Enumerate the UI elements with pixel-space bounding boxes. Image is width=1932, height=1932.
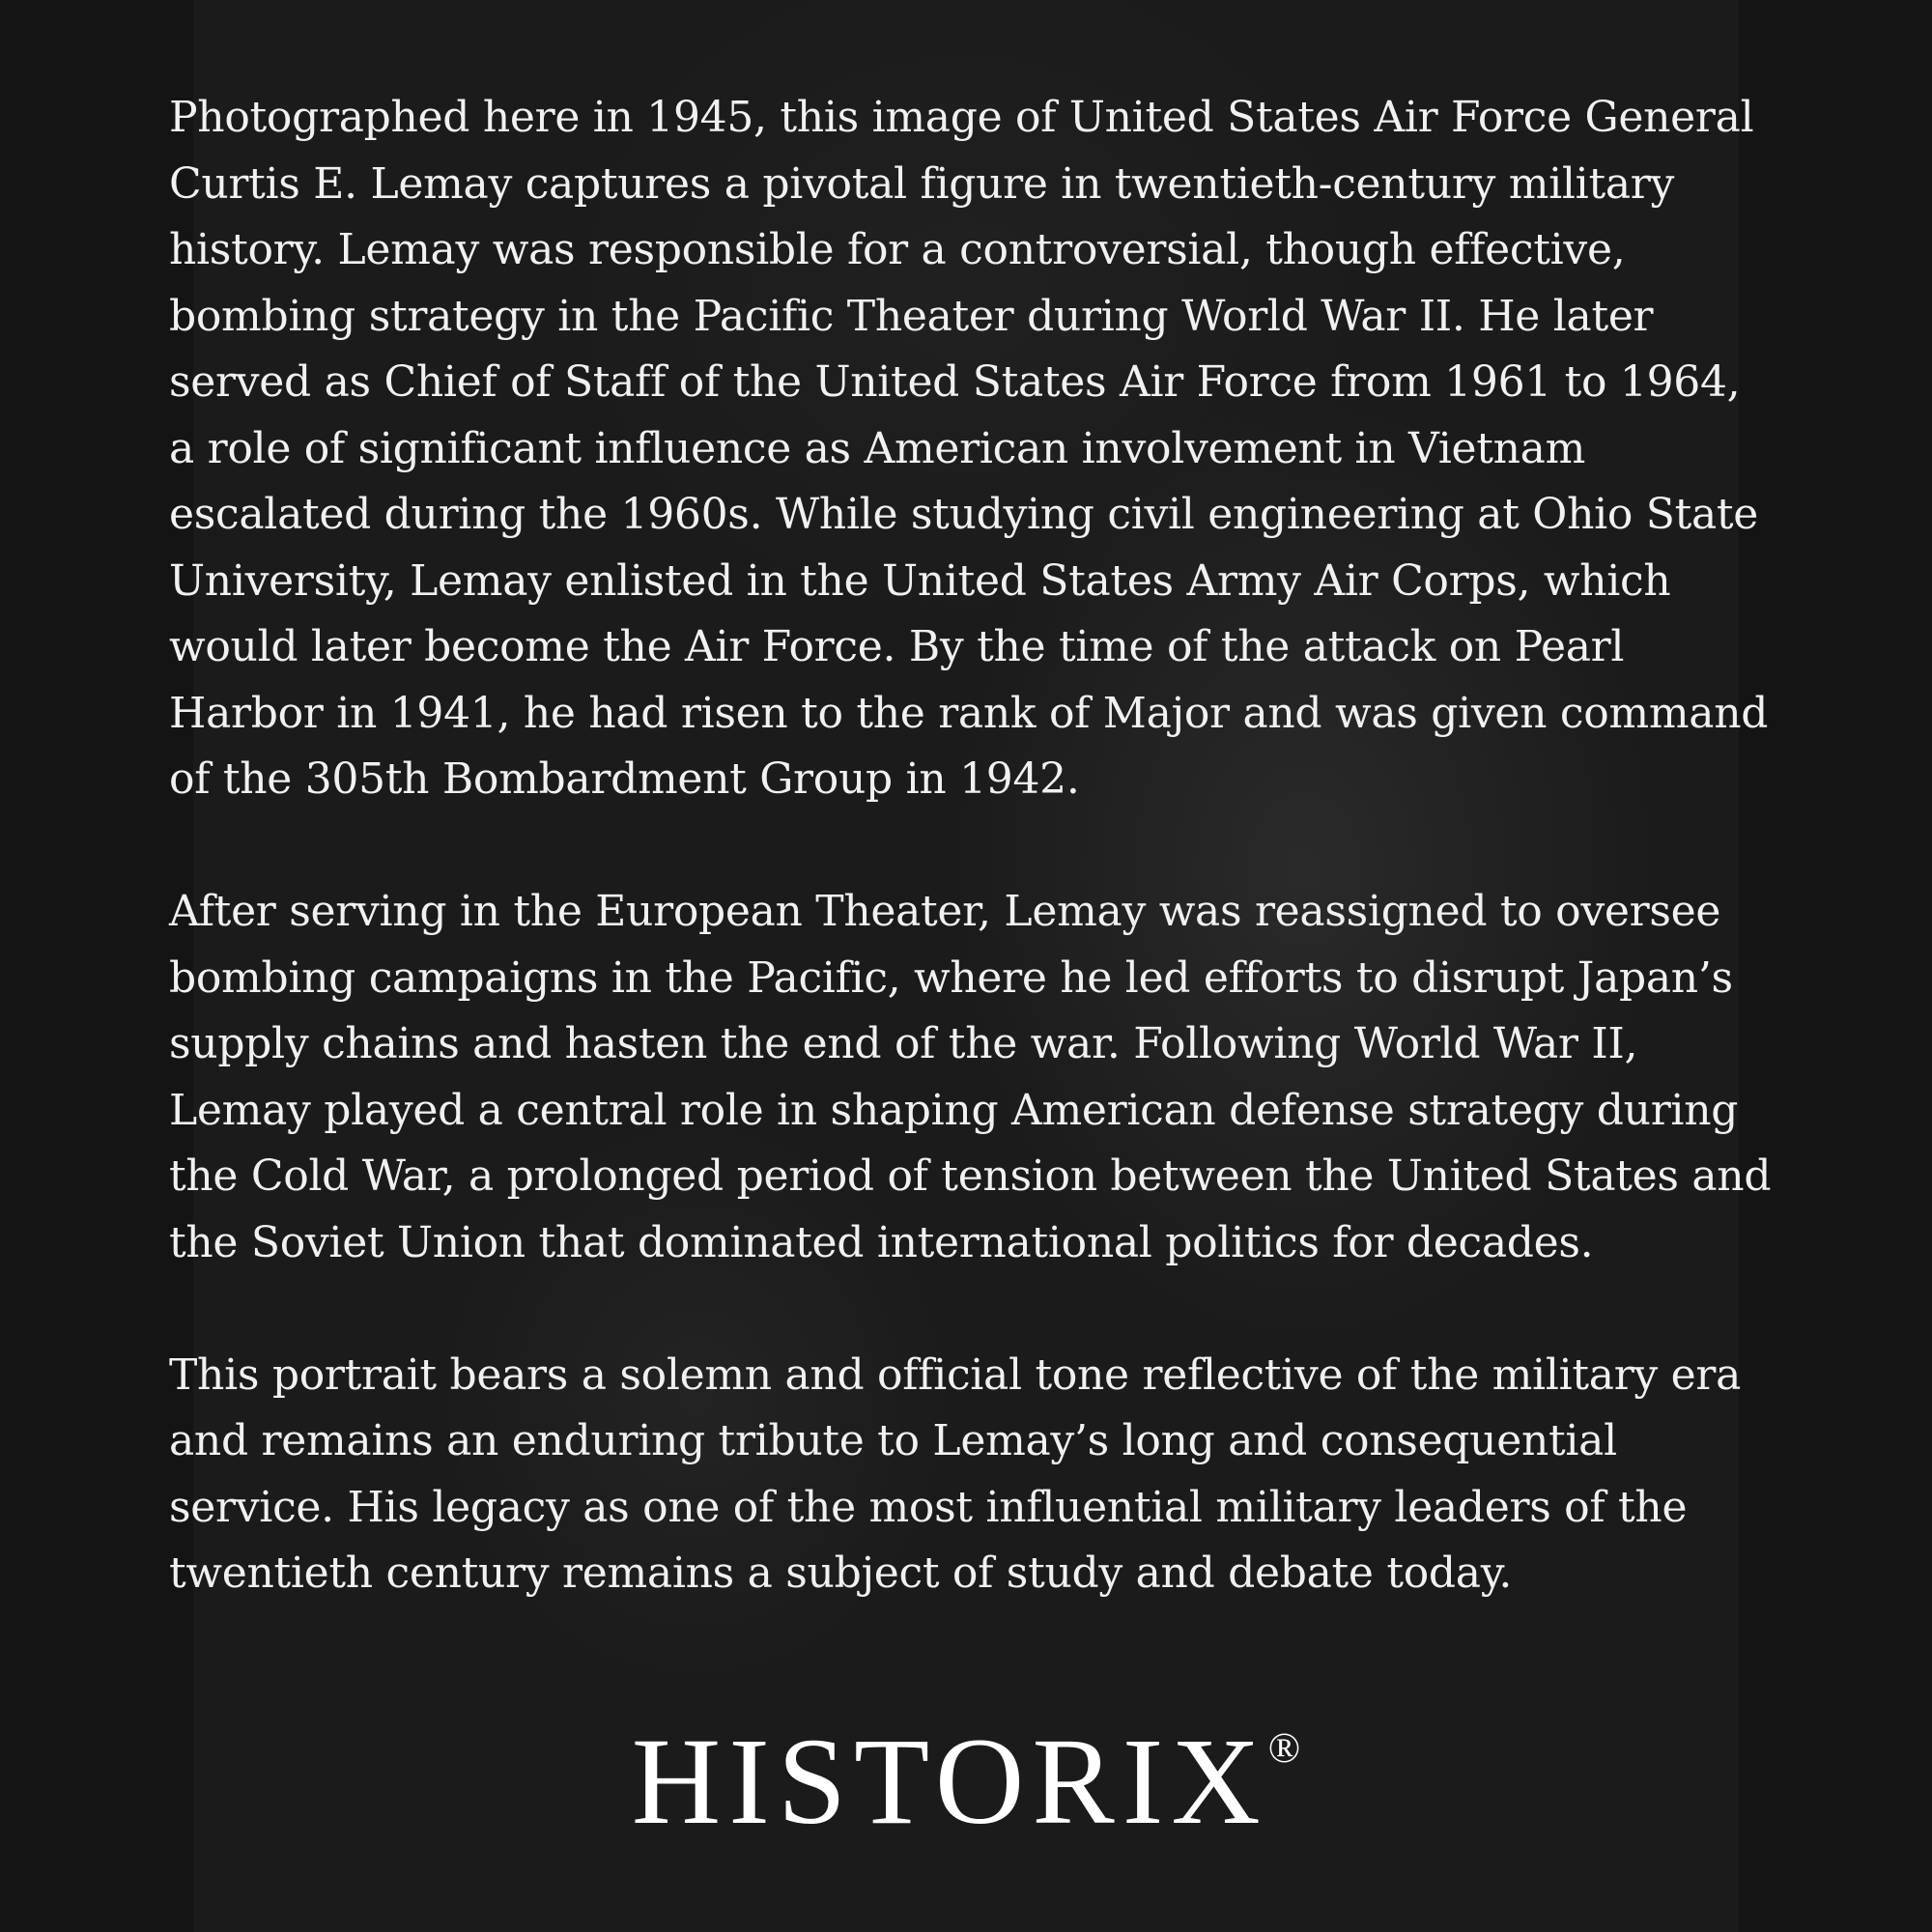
paragraph-3: This portrait bears a solemn and official tone reflective of the military era and remains an enduring tribute to Lemay’s long and consequential service. His legacy as one of the most influential military leaders of the twentieth century remains a subject of study and debate today.: [169, 1350, 1742, 1598]
paragraph-1: Photographed here in 1945, this image of United States Air Force General Curtis E. Lemay captures a pivotal figure in twentieth-century military history. Lemay was responsible for a controversial, though effective, bombing strategy in the Pacific Theater during World War II. He later served as Chief of Staff of the United States Air Force from 1961 to 1964, a role of significant influence as American involvement in Vietnam escalated during the 1960s. While studying civil engineering at Ohio State University, Lemay enlisted in the United States Army Air Corps, which would later become the Air Force. By the time of the attack on Pearl Harbor in 1941, he had risen to the rank of Major and was given command of the 305th Bombardment Group in 1942.: [169, 93, 1769, 804]
left-margin: [0, 0, 193, 1932]
brand-logo: [0, 1713, 1932, 1850]
paragraph-2: After serving in the European Theater, Lemay was reassigned to oversee bombing campaigns in the Pacific, where he led efforts to disrupt Japan’s supply chains and hasten the end of the war. Following World War II, Lemay played a central role in shaping American defense strategy during the Cold War, a prolonged period of tension between the United States and the Soviet Union that dominated international politics for decades.: [169, 887, 1772, 1267]
registered-mark: ®: [1267, 1724, 1301, 1772]
brand-name: HISTORIX: [631, 1713, 1268, 1850]
description-text: [169, 85, 1773, 1673]
